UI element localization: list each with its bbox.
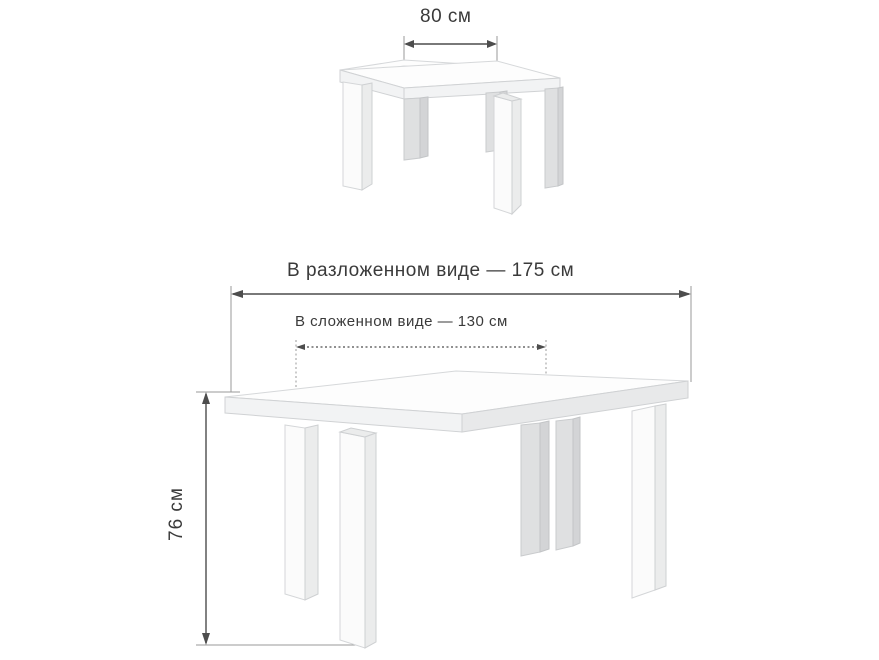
arrow-left-icon: [296, 344, 305, 350]
label-height: 76 см: [166, 487, 187, 541]
label-length-folded: В сложенном виде — 130 см: [295, 313, 508, 330]
arrow-right-icon: [679, 290, 691, 298]
arrow-right-icon: [537, 344, 546, 350]
label-length-extended: В разложенном виде — 175 см: [287, 260, 575, 281]
arrow-down-icon: [202, 633, 210, 645]
arrow-left-icon: [231, 290, 243, 298]
arrow-up-icon: [202, 392, 210, 404]
label-width-top: 80 см: [420, 6, 472, 27]
